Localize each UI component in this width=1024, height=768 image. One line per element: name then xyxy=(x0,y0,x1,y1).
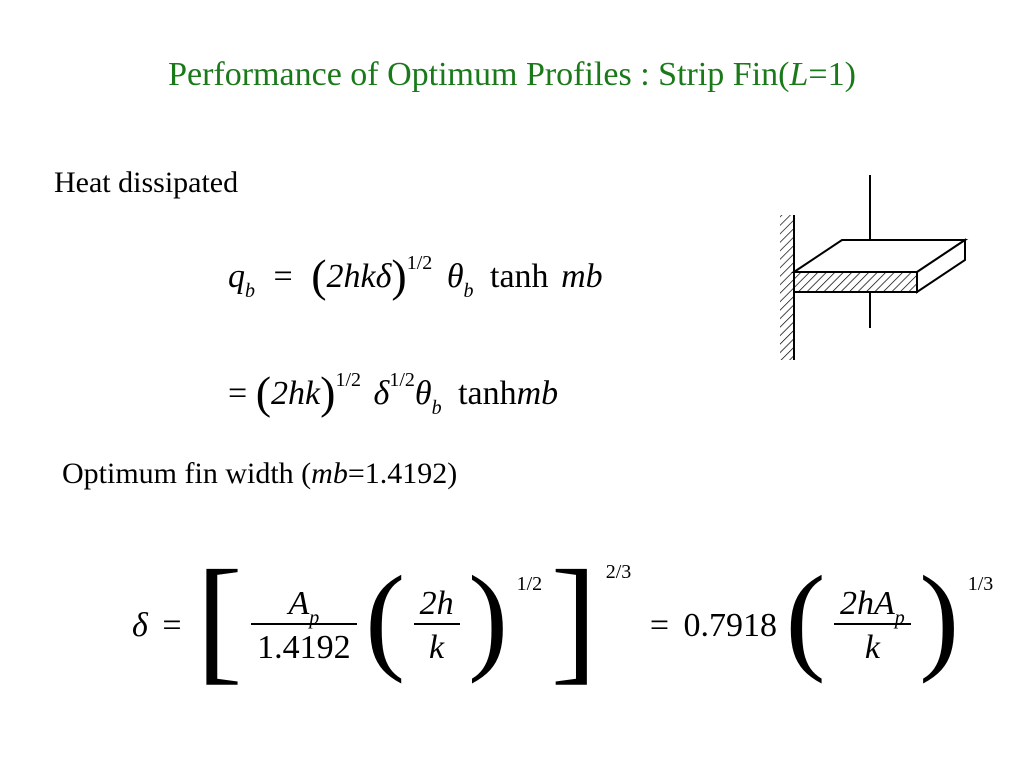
eq2-func: tanh xyxy=(458,375,517,412)
eq1-inner: 2hkδ xyxy=(326,258,392,295)
eq3-lparen-2: ( xyxy=(785,551,826,684)
eq3-frac1 xyxy=(251,585,357,667)
eq2-equals: = xyxy=(228,375,248,412)
eq3-num1: A xyxy=(288,585,310,622)
eq3-num3: 2hA xyxy=(839,585,895,622)
eq2-theta-sub: b xyxy=(431,397,442,419)
eq2-inner: 2hk xyxy=(271,375,321,412)
title-prefix: Performance of Optimum Profiles : Strip Fin( xyxy=(168,56,790,93)
eq3-exp3: 1/3 xyxy=(967,572,994,595)
eq3-num3-sub: p xyxy=(894,607,905,629)
eq3-exp-inner: 1/2 xyxy=(516,572,543,595)
eq2-exp2: 1/2 xyxy=(389,369,415,391)
title-suffix: =1) xyxy=(808,56,856,93)
eq1-rparen: ) xyxy=(391,250,407,301)
eq3-frac3 xyxy=(834,585,911,667)
eq1-q: q xyxy=(228,258,245,295)
eq1-arg: mb xyxy=(561,258,603,295)
eq1-lparen: ( xyxy=(311,250,327,301)
eq3-exp-outer: 2/3 xyxy=(605,560,632,583)
eq1-exp: 1/2 xyxy=(406,252,433,274)
optimum-var: mb xyxy=(311,457,348,490)
eq3-rparen-2: ) xyxy=(919,551,960,684)
eq1-q-sub: b xyxy=(245,280,255,302)
eq3-den1: 1.4192 xyxy=(251,623,357,667)
eq3-den3: k xyxy=(864,629,880,666)
eq2-delta: δ xyxy=(373,375,390,412)
eq3-equals-2: = xyxy=(649,607,669,644)
eq3-lhs: δ xyxy=(132,607,148,644)
eq3-lbracket: [ xyxy=(196,542,243,697)
eq2-arg: mb xyxy=(516,375,559,412)
optimum-label xyxy=(62,457,457,491)
fin-diagram xyxy=(760,160,980,370)
eq2-exp1: 1/2 xyxy=(335,369,361,391)
slide-title xyxy=(0,56,1024,94)
eq1-theta: θ xyxy=(446,258,464,295)
optimum-text: Optimum fin width ( xyxy=(62,457,312,490)
eq3-num1-sub: p xyxy=(309,607,320,629)
eq3-lparen: ( xyxy=(365,551,406,684)
eq3-den2: k xyxy=(429,629,445,666)
eq2-rparen: ) xyxy=(320,367,336,418)
eq2-lparen: ( xyxy=(255,367,272,418)
heat-label: Heat dissipated xyxy=(54,166,239,199)
eq3-equals: = xyxy=(162,607,182,644)
eq1-equals: = xyxy=(273,258,293,295)
eq3-rparen: ) xyxy=(468,551,509,684)
title-var: L xyxy=(789,56,809,93)
eq2-theta: θ xyxy=(414,375,432,412)
eq1-func: tanh xyxy=(490,258,549,295)
eq3-rbracket: ] xyxy=(550,542,598,697)
equation-1 xyxy=(228,245,603,302)
wall-hatch xyxy=(780,215,794,360)
eq3-coef: 0.7918 xyxy=(683,607,777,644)
equation-2 xyxy=(228,362,559,419)
eq3-num2: 2h xyxy=(419,585,454,622)
eq3-frac2 xyxy=(414,585,460,667)
fin-front-face xyxy=(794,272,917,292)
eq1-theta-sub: b xyxy=(463,280,474,302)
optimum-rest: =1.4192) xyxy=(347,457,458,490)
equation-3 xyxy=(132,542,994,697)
